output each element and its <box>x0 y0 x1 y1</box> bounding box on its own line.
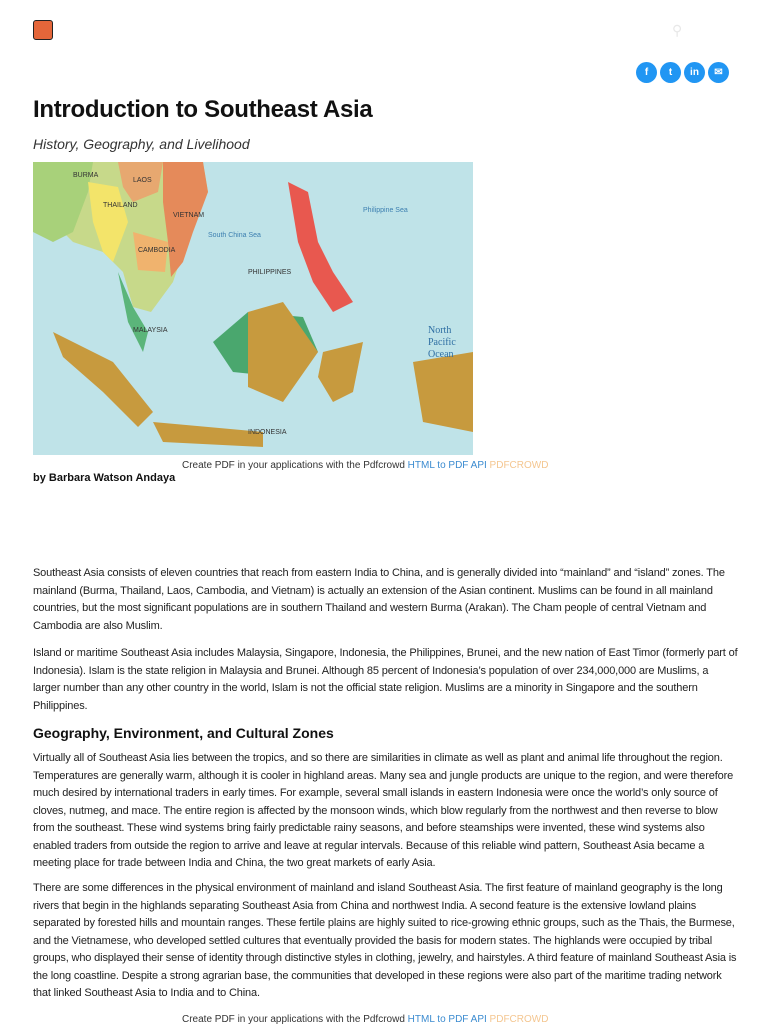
watermark-link[interactable]: HTML to PDF API <box>407 1014 487 1025</box>
watermark-text: Create PDF in your applications with the Pdfcrowd <box>182 460 405 471</box>
map-label: VIETNAM <box>173 212 205 219</box>
map-label: South China Sea <box>208 232 261 239</box>
watermark-text: Create PDF in your applications with the Pdfcrowd <box>182 1014 405 1025</box>
search-icon[interactable]: ⚲ <box>672 22 683 38</box>
section-heading: Geography, Environment, and Cultural Zones <box>33 725 334 741</box>
map-label: BURMA <box>73 172 99 179</box>
pdfcrowd-watermark <box>182 1014 548 1025</box>
map-label: MALAYSIA <box>133 327 168 334</box>
paragraph: Island or maritime Southeast Asia includes Malaysia, Singapore, Indonesia, the Philippines, Brunei, and the new nation of East Timor (formerly part of Indonesia). Islam is the state religion in Malaysia and Brunei. Although 85 percent of Indonesia’s population of over 234,000,000 are Muslims, a larger number than any other country in the world, Islam is not the official state religion. Muslims are a minority in Singapore and the southern Philippines. <box>33 647 738 712</box>
map-label: THAILAND <box>103 202 138 209</box>
map-label: North Pacific Ocean <box>428 325 456 360</box>
email-icon[interactable]: ✉ <box>708 62 729 83</box>
southeast-asia-map <box>33 162 473 455</box>
logo[interactable] <box>33 20 53 40</box>
watermark-link[interactable]: HTML to PDF API <box>407 460 487 471</box>
paragraph: Southeast Asia consists of eleven countries that reach from eastern India to China, and is generally divided into “mainland” and “island” zones. The mainland (Burma, Thailand, Laos, Cambodia, and Vietnam) is actually an extension of the Asian continent. Muslims can be found in all mainland countries, but the most significant populations are in southern Thailand and western Burma (Arakan). The Cham people of central Vietnam and Cambodia are also Muslim. <box>33 567 725 632</box>
map-label: LAOS <box>133 177 152 184</box>
twitter-icon[interactable]: t <box>660 62 681 83</box>
subtitle: History, Geography, and Livelihood <box>33 136 250 152</box>
paragraph: There are some differences in the physical environment of mainland and island Southeast Asia. The first feature of mainland geography is the long rivers that begin in the highlands separating Southeast Asia from China and northwest India. A second feature is the extensive lowland plains separated by forested hills and mountain ranges. These fertile plains are highly suited to rice-growing ethnic groups, such as the Thais, the Burmese, and the Vietnamese, who developed settled cultures that eventually provided the basis for modern states. The highlands were occupied by tribal groups, who displayed their sense of identity through distinctive styles in clothing, jewelry, and hairstyles. A third feature of mainland Southeast Asia is the long coastline. Despite a strong agrarian base, the communities that developed in these regions were also part of the maritime trading network that linked Southeast Asia to India and to China. <box>33 882 737 999</box>
map-label: INDONESIA <box>248 429 287 436</box>
map-label: Philippine Sea <box>363 207 408 214</box>
map-label: PHILIPPINES <box>248 269 292 276</box>
watermark-brand[interactable]: PDFCROWD <box>489 460 549 471</box>
byline: by Barbara Watson Andaya <box>33 472 176 484</box>
linkedin-icon[interactable]: in <box>684 62 705 83</box>
pdfcrowd-watermark <box>182 460 548 471</box>
page-title: Introduction to Southeast Asia <box>33 96 373 123</box>
paragraph: Virtually all of Southeast Asia lies between the tropics, and so there are similarities in climate as well as plant and animal life throughout the region. Temperatures are generally warm, although it is cooler in highland areas. Many sea and jungle products are unique to the region, and were therefore much desired by international traders in early times. For example, several small islands in eastern Indonesia were once the world’s only source of cloves, nutmeg, and mace. The entire region is affected by the monsoon winds, which blow regularly from the northwest and then reverse to blow from the southeast. These wind systems bring fairly predictable rainy seasons, and before steamships were invented, these wind systems also enabled traders from outside the region to arrive and leave at regular intervals. Because of this reliable wind pattern, Southeast Asia became a meeting place for trade between India and China, the two great markets of early Asia. <box>33 752 734 869</box>
watermark-brand[interactable]: PDFCROWD <box>489 1014 549 1025</box>
facebook-icon[interactable]: f <box>636 62 657 83</box>
map-label: CAMBODIA <box>138 247 176 254</box>
